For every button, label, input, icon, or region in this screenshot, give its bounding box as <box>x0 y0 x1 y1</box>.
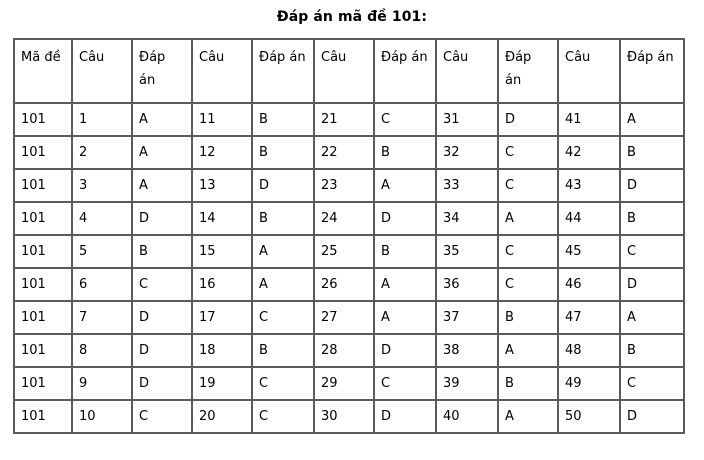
cell-answer: D <box>620 169 684 202</box>
table-body <box>14 103 684 433</box>
cell-answer: D <box>252 169 314 202</box>
cell-question-number: 40 <box>436 400 498 433</box>
header-answer: Đáp án <box>498 39 558 103</box>
cell-question-number: 4 <box>72 202 132 235</box>
cell-answer: C <box>374 367 436 400</box>
cell-answer: A <box>132 136 192 169</box>
cell-question-number: 18 <box>192 334 252 367</box>
cell-answer: C <box>252 367 314 400</box>
cell-answer: B <box>620 202 684 235</box>
cell-exam-code: 101 <box>14 301 72 334</box>
cell-answer: B <box>252 136 314 169</box>
cell-question-number: 9 <box>72 367 132 400</box>
cell-answer: A <box>498 202 558 235</box>
cell-question-number: 41 <box>558 103 620 136</box>
cell-question-number: 37 <box>436 301 498 334</box>
cell-question-number: 47 <box>558 301 620 334</box>
cell-question-number: 3 <box>72 169 132 202</box>
cell-question-number: 45 <box>558 235 620 268</box>
cell-answer: D <box>132 367 192 400</box>
cell-answer: A <box>252 235 314 268</box>
cell-question-number: 10 <box>72 400 132 433</box>
cell-question-number: 11 <box>192 103 252 136</box>
cell-answer: C <box>252 400 314 433</box>
cell-answer: C <box>620 367 684 400</box>
cell-question-number: 46 <box>558 268 620 301</box>
cell-answer: A <box>374 169 436 202</box>
cell-question-number: 17 <box>192 301 252 334</box>
cell-answer: D <box>620 268 684 301</box>
cell-answer: C <box>498 169 558 202</box>
cell-question-number: 12 <box>192 136 252 169</box>
cell-answer: C <box>498 268 558 301</box>
cell-answer: D <box>374 202 436 235</box>
cell-question-number: 14 <box>192 202 252 235</box>
table-row <box>14 136 684 169</box>
cell-answer: A <box>374 268 436 301</box>
cell-question-number: 16 <box>192 268 252 301</box>
table-row <box>14 202 684 235</box>
page-title: Đáp án mã đề 101: <box>276 9 428 25</box>
cell-answer: D <box>132 202 192 235</box>
cell-question-number: 7 <box>72 301 132 334</box>
cell-question-number: 13 <box>192 169 252 202</box>
cell-question-number: 27 <box>314 301 374 334</box>
cell-question-number: 29 <box>314 367 374 400</box>
cell-answer: C <box>374 103 436 136</box>
cell-question-number: 48 <box>558 334 620 367</box>
cell-answer: A <box>132 103 192 136</box>
cell-question-number: 26 <box>314 268 374 301</box>
cell-question-number: 6 <box>72 268 132 301</box>
cell-question-number: 20 <box>192 400 252 433</box>
cell-exam-code: 101 <box>14 136 72 169</box>
cell-answer: C <box>132 268 192 301</box>
cell-question-number: 44 <box>558 202 620 235</box>
cell-answer: B <box>498 367 558 400</box>
cell-answer: B <box>252 334 314 367</box>
table-header-row <box>14 39 684 103</box>
table-row <box>14 301 684 334</box>
header-answer: Đáp án <box>252 39 314 103</box>
cell-question-number: 21 <box>314 103 374 136</box>
table-row <box>14 334 684 367</box>
answer-key-table <box>13 38 685 434</box>
cell-answer: C <box>498 136 558 169</box>
cell-exam-code: 101 <box>14 334 72 367</box>
cell-question-number: 24 <box>314 202 374 235</box>
cell-question-number: 50 <box>558 400 620 433</box>
cell-question-number: 43 <box>558 169 620 202</box>
cell-answer: D <box>132 301 192 334</box>
cell-question-number: 19 <box>192 367 252 400</box>
cell-question-number: 28 <box>314 334 374 367</box>
cell-question-number: 38 <box>436 334 498 367</box>
header-answer: Đáp án <box>620 39 684 103</box>
cell-answer: B <box>374 136 436 169</box>
cell-answer: B <box>620 136 684 169</box>
cell-answer: A <box>132 169 192 202</box>
cell-answer: B <box>252 103 314 136</box>
cell-answer: A <box>498 334 558 367</box>
cell-answer: C <box>620 235 684 268</box>
cell-question-number: 30 <box>314 400 374 433</box>
cell-question-number: 31 <box>436 103 498 136</box>
cell-answer: D <box>374 334 436 367</box>
cell-answer: A <box>498 400 558 433</box>
cell-answer: C <box>252 301 314 334</box>
cell-answer: C <box>132 400 192 433</box>
cell-exam-code: 101 <box>14 367 72 400</box>
cell-exam-code: 101 <box>14 169 72 202</box>
cell-exam-code: 101 <box>14 103 72 136</box>
cell-question-number: 2 <box>72 136 132 169</box>
cell-question-number: 5 <box>72 235 132 268</box>
cell-question-number: 25 <box>314 235 374 268</box>
header-question: Câu <box>558 39 620 103</box>
header-question: Câu <box>436 39 498 103</box>
cell-question-number: 34 <box>436 202 498 235</box>
cell-question-number: 23 <box>314 169 374 202</box>
cell-question-number: 42 <box>558 136 620 169</box>
table-row <box>14 400 684 433</box>
cell-exam-code: 101 <box>14 235 72 268</box>
cell-answer: A <box>374 301 436 334</box>
cell-question-number: 39 <box>436 367 498 400</box>
header-answer: Đáp án <box>374 39 436 103</box>
cell-exam-code: 101 <box>14 268 72 301</box>
cell-answer: B <box>374 235 436 268</box>
cell-question-number: 22 <box>314 136 374 169</box>
cell-answer: D <box>498 103 558 136</box>
table-row <box>14 367 684 400</box>
cell-answer: B <box>620 334 684 367</box>
cell-exam-code: 101 <box>14 202 72 235</box>
header-question: Câu <box>314 39 374 103</box>
cell-question-number: 36 <box>436 268 498 301</box>
cell-answer: A <box>620 103 684 136</box>
cell-answer: C <box>498 235 558 268</box>
cell-question-number: 35 <box>436 235 498 268</box>
cell-question-number: 1 <box>72 103 132 136</box>
cell-answer: B <box>498 301 558 334</box>
cell-answer: D <box>620 400 684 433</box>
cell-answer: A <box>252 268 314 301</box>
header-answer: Đáp án <box>132 39 192 103</box>
table-row <box>14 169 684 202</box>
cell-answer: D <box>132 334 192 367</box>
header-question: Câu <box>192 39 252 103</box>
cell-question-number: 15 <box>192 235 252 268</box>
cell-exam-code: 101 <box>14 400 72 433</box>
cell-answer: B <box>132 235 192 268</box>
table-row <box>14 103 684 136</box>
header-question: Câu <box>72 39 132 103</box>
cell-question-number: 8 <box>72 334 132 367</box>
header-exam-code: Mã đề <box>14 39 72 103</box>
cell-question-number: 49 <box>558 367 620 400</box>
table-row <box>14 268 684 301</box>
cell-answer: A <box>620 301 684 334</box>
table-row <box>14 235 684 268</box>
cell-answer: B <box>252 202 314 235</box>
cell-question-number: 32 <box>436 136 498 169</box>
cell-answer: D <box>374 400 436 433</box>
cell-question-number: 33 <box>436 169 498 202</box>
